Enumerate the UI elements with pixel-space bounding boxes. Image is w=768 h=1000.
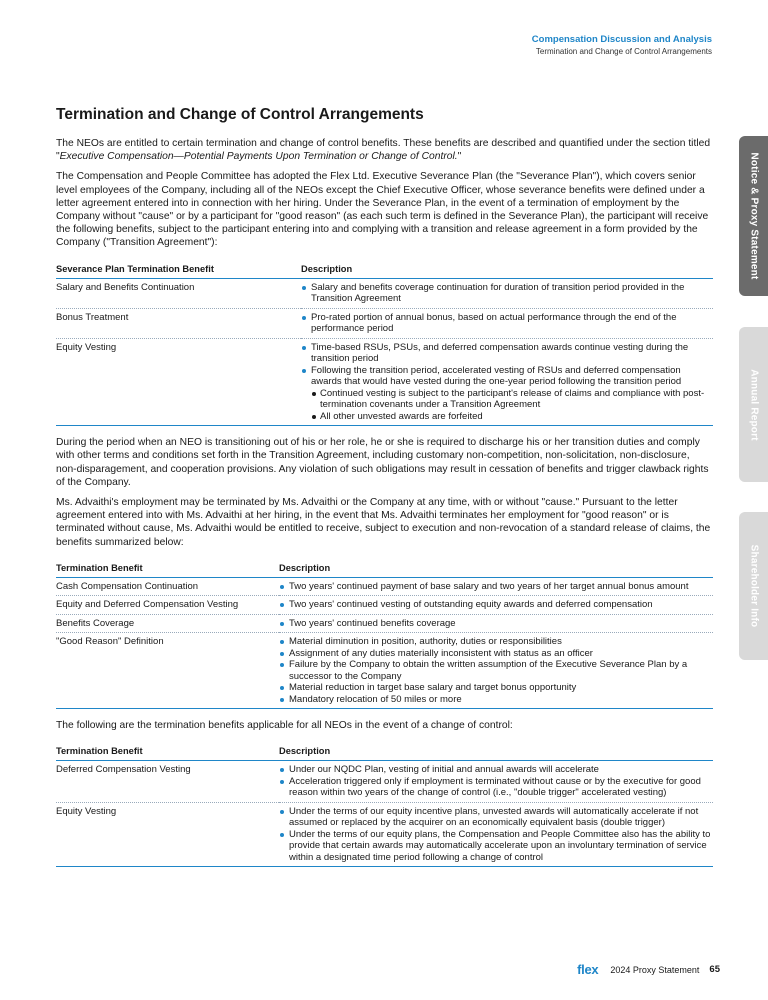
benefit-name: Benefits Coverage <box>56 614 279 633</box>
tab-shareholder-info[interactable] <box>739 512 768 660</box>
sub-list-item: All other unvested awards are forfeited <box>311 411 713 423</box>
column-header: Termination Benefit <box>56 746 279 761</box>
list-item: Failure by the Company to obtain the written assumption of the Executive Severance Plan by a successor to the Company <box>279 659 713 682</box>
tab-label: Shareholder Info <box>748 544 759 628</box>
running-header <box>532 34 712 56</box>
list-item: Salary and benefits coverage continuation for duration of transition period provided in the Transition Agreement <box>301 282 713 305</box>
benefit-name: Cash Compensation Continuation <box>56 577 279 596</box>
tab-notice-proxy-statement[interactable] <box>739 136 768 296</box>
change-of-control-table <box>56 746 713 867</box>
tab-label: Annual Report <box>748 368 759 441</box>
table-row <box>56 761 713 803</box>
page-number: 65 <box>709 964 720 975</box>
flex-logo: flex <box>577 962 599 977</box>
benefit-name: Equity Vesting <box>56 338 301 426</box>
ceo-paragraph: Ms. Advaithi's employment may be terminated by Ms. Advaithi or the Company at any time, with or without "cause." Pursuant to the letter agreement entered into with Ms. Advaithi at her hiring, in the event that Ms. Advaithi terminates her employment for "good reason" or is terminated without cause, Ms. Advaithi would be entitled to receive, subject to execution and non-revocation of a standard release of claims, the benefits summarized below: <box>56 496 711 548</box>
list-item: Material diminution in position, authority, duties or responsibilities <box>279 636 713 648</box>
list-item: Material reduction in target base salary and target bonus opportunity <box>279 682 713 694</box>
column-header: Severance Plan Termination Benefit <box>56 264 301 279</box>
change-of-control-paragraph: The following are the termination benefits applicable for all NEOs in the event of a change of control: <box>56 720 513 732</box>
table-row <box>56 338 713 426</box>
intro-paragraph-1: The NEOs are entitled to certain termination and change of control benefits. These benefits are described and quantified under the section titled "Executive Compensation—Potential Payments Upon Termination or Change of Control." <box>56 138 711 163</box>
table-row <box>56 278 713 308</box>
list-item: Pro-rated portion of annual bonus, based on actual performance through the end of the performance period <box>301 312 713 335</box>
list-item: Under the terms of our equity incentive plans, unvested awards will automatically accelerate if not assumed or replaced by the acquirer on an economically equivalent basis (double trigger) <box>279 806 713 829</box>
ceo-benefits-table <box>56 563 713 710</box>
table-row <box>56 614 713 633</box>
page-title: Termination and Change of Control Arrangements <box>56 106 424 123</box>
subsection-title: Termination and Change of Control Arrangements <box>535 47 712 56</box>
list-item: Two years' continued vesting of outstanding equity awards and deferred compensation <box>279 599 713 611</box>
benefit-name: Bonus Treatment <box>56 308 301 338</box>
table-row <box>56 308 713 338</box>
severance-benefits-table <box>56 264 713 427</box>
column-header: Description <box>279 563 713 578</box>
column-header: Description <box>279 746 713 761</box>
benefit-name: Salary and Benefits Continuation <box>56 278 301 308</box>
main-content <box>56 106 713 877</box>
benefit-name: Equity Vesting <box>56 802 279 867</box>
table-row <box>56 802 713 867</box>
section-title: Compensation Discussion and Analysis <box>531 34 712 45</box>
list-item: Two years' continued payment of base salary and two years of her target annual bonus amount <box>279 581 713 593</box>
list-item: Assignment of any duties materially inconsistent with status as an officer <box>279 648 713 660</box>
list-item: Time-based RSUs, PSUs, and deferred compensation awards continue vesting during the transition period <box>301 342 713 365</box>
table-row <box>56 633 713 709</box>
intro-paragraph-2: The Compensation and People Committee has adopted the Flex Ltd. Executive Severance Plan (the "Severance Plan"), which covers senior level employees of the Company, including all of the NEOs except the Chief Executive Officer, whose severance benefits were defined under a letter agreement entered into in connection with her hiring. Under the Severance Plan, in the event of a termination of employment by the Company without "cause" or by a participant for "good reason" (as each such term is defined in the Severance Plan), the participant will receive the following benefits, subject to the participant entering into and complying with a transition and release agreement in a form provided by the Company ("Transition Agreement"): <box>56 171 709 249</box>
tab-label: Notice & Proxy Statement <box>748 152 759 280</box>
document-name: 2024 Proxy Statement <box>610 964 700 975</box>
sub-list-item: Continued vesting is subject to the participant's release of claims and compliance with post-termination covenants under a Transition Agreement <box>311 388 713 411</box>
benefit-name: Equity and Deferred Compensation Vesting <box>56 596 279 615</box>
transition-paragraph: During the period when an NEO is transitioning out of his or her role, he or she is required to discharge his or her transition duties and comply with other terms and conditions set forth in the Transition Agreement, including customary non-competition, non-solicitation, non-disclosure, non-disparagement, and cooperation provisions. Any violation of such obligations may result in cessation of benefits and trigger clawback rights of the Company. <box>56 437 709 488</box>
page-footer <box>577 962 720 977</box>
benefit-name: Deferred Compensation Vesting <box>56 761 279 803</box>
list-item: Mandatory relocation of 50 miles or more <box>279 694 713 706</box>
list-item: Under the terms of our equity plans, the Compensation and People Committee also has the ability to provide that certain awards may automatically accelerate upon an involuntary termination of service within a designated time period following a change of control <box>279 829 713 864</box>
benefit-name: "Good Reason" Definition <box>56 633 279 709</box>
table-row <box>56 577 713 596</box>
list-item: Under our NQDC Plan, vesting of initial and annual awards will accelerate <box>279 764 713 776</box>
list-item: Acceleration triggered only if employment is terminated without cause or by the executive for good reason within two years of the change of control (i.e., "double trigger" accelerated vesting) <box>279 776 713 799</box>
column-header: Description <box>301 264 713 279</box>
list-item: Following the transition period, accelerated vesting of RSUs and deferred compensation awards that would have vested during the one-year period following the transition period <box>301 365 713 388</box>
tab-annual-report[interactable] <box>739 327 768 482</box>
table-row <box>56 596 713 615</box>
column-header: Termination Benefit <box>56 563 279 578</box>
list-item: Two years' continued benefits coverage <box>279 618 713 630</box>
